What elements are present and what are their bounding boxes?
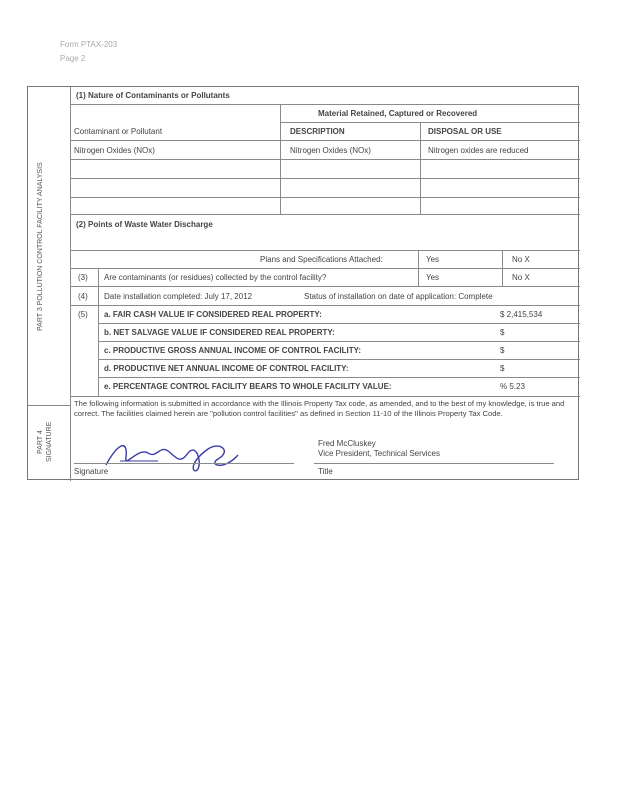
row-value: $ [500,364,505,373]
handwritten-signature [98,435,248,477]
signature-line [74,463,294,464]
rule [98,377,580,378]
col-rule [280,104,281,214]
rule [70,159,580,160]
title-label: Title [318,467,333,476]
row-extra: Status of installation on date of application: Complete [304,292,493,301]
row-num: (5) [78,310,88,319]
section2-title: (2) Points of Waste Water Discharge [76,220,213,229]
row-value: $ [500,328,505,337]
rule [98,323,580,324]
rule [70,104,580,105]
rule [70,197,580,198]
rule [70,305,580,306]
row-text: Date installation completed: July 17, 2012 [104,292,253,301]
rule [70,178,580,179]
plans-no: No X [512,255,530,264]
material-header: Material Retained, Captured or Recovered [318,109,478,118]
col-contaminant: Contaminant or Pollutant [74,127,163,136]
header-noise: Form PTAX-203 [60,40,118,49]
row1-description: Nitrogen Oxides (NOx) [290,146,371,155]
row-text: e. PERCENTAGE CONTROL FACILITY BEARS TO WHOLE FACILITY VALUE: [104,382,392,391]
row-num: (4) [78,292,88,301]
row-value: % 5.23 [500,382,525,391]
col-description: DESCRIPTION [290,127,345,136]
row-text: b. NET SALVAGE VALUE IF CONSIDERED REAL PROPERTY: [104,328,335,337]
rule [70,286,580,287]
certification-text: The following information is submitted in accordance with the Illinois Property Tax code, as amended, and to the best of my knowledge, is true and correct. The facilities claimed herein are "pollution control facilities" as defined in Section 11-10 of the Illinois Property Tax Code. [74,399,565,418]
pollution-control-form [27,86,579,480]
signer-name: Fred McCluskey [318,439,376,448]
row-no: No X [512,273,530,282]
row1-contaminant: Nitrogen Oxides (NOx) [74,146,155,155]
title-line [314,463,554,464]
signature-label: Signature [74,467,109,476]
row-text: a. FAIR CASH VALUE IF CONSIDERED REAL PROPERTY: [104,310,322,319]
signer-title: Vice President, Technical Services [318,449,440,458]
part4-side-label: PART 4 SIGNATURE [37,421,53,463]
plans-yes: Yes [426,255,440,264]
section1-title: (1) Nature of Contaminants or Pollutants [76,91,230,100]
row-num: (3) [78,273,88,282]
part3-side-label: PART 3 POLLUTION CONTROL FACILITY ANALYSIS [37,162,44,332]
rule [70,250,580,251]
col-rule [420,122,421,214]
row-text: Are contaminants (or residues) collected by the control facility? [104,273,327,282]
rule [98,359,580,360]
rule [70,268,580,269]
row-text: c. PRODUCTIVE GROSS ANNUAL INCOME OF CONTROL FACILITY: [104,346,362,355]
rule [280,122,580,123]
rule [70,214,580,215]
header-noise: Page 2 [60,54,86,63]
row-yes: Yes [426,273,440,282]
col-disposal: DISPOSAL OR USE [428,127,502,136]
plans-label: Plans and Specifications Attached: [260,255,383,264]
row-value: $ 2,415,534 [500,310,543,319]
rule [98,341,580,342]
rule [70,140,580,141]
row-text: d. PRODUCTIVE NET ANNUAL INCOME OF CONTROL FACILITY: [104,364,349,373]
side-divider [28,405,70,406]
rule [70,396,580,397]
row-value: $ [500,346,505,355]
side-separator [70,87,71,481]
row1-disposal: Nitrogen oxides are reduced [428,146,529,155]
